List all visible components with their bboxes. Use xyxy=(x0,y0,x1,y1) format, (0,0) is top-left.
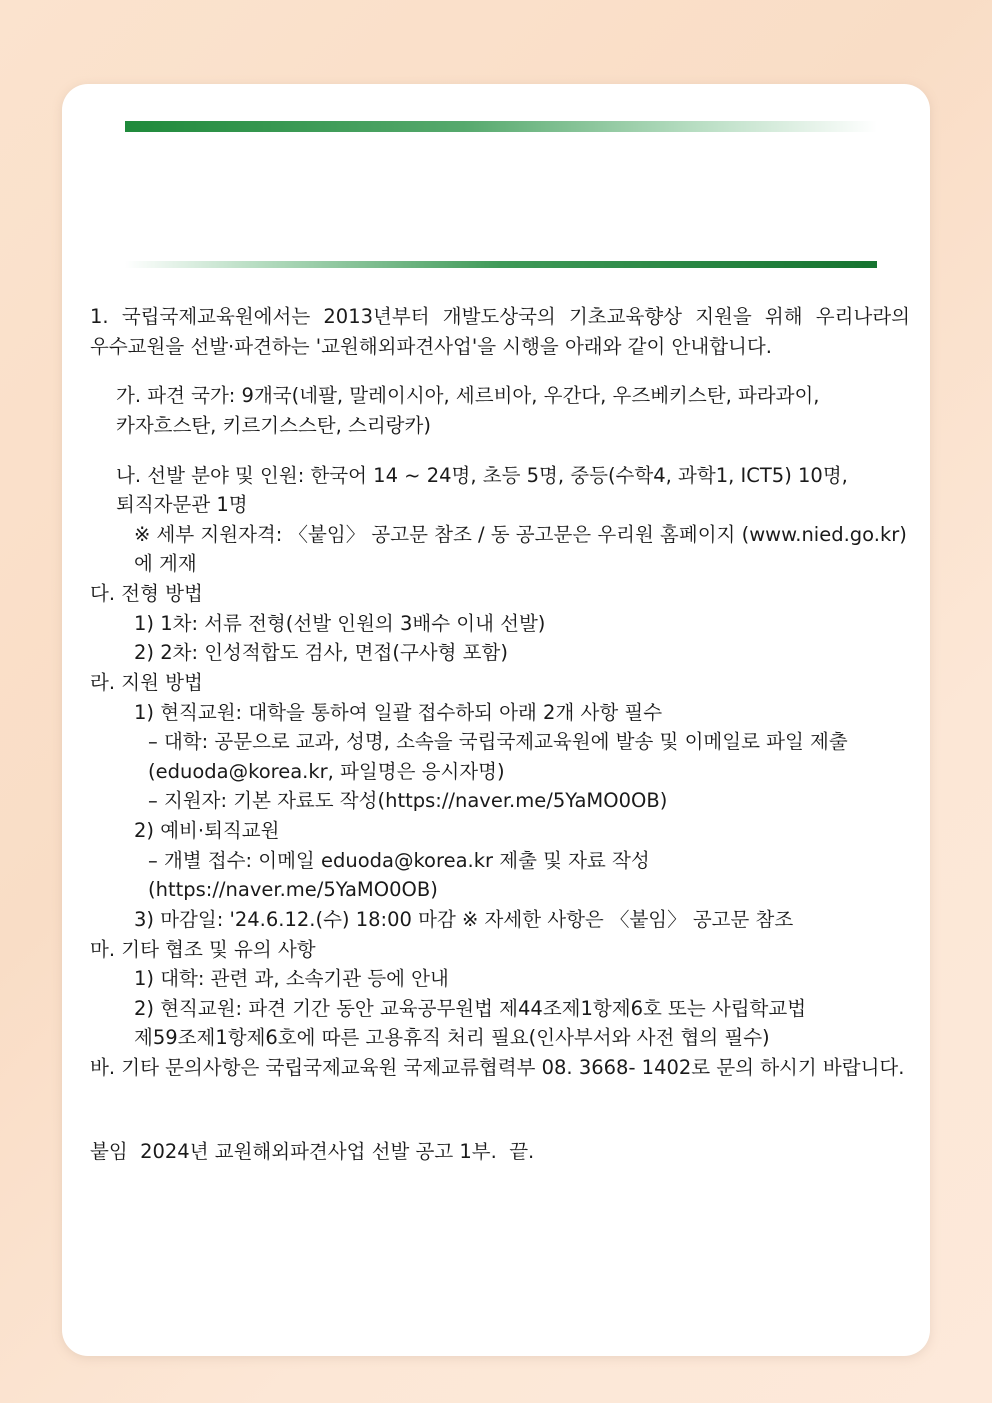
paragraph-item-ma: 마. 기타 협조 및 유의 사항 xyxy=(90,937,316,961)
paragraph-item-ra-1-a: – 대학: 공문으로 교과, 성명, 소속을 국립국제교육원에 발송 및 이메일로 파일 제출(eduoda@korea.kr, 파일명은 응시자명) xyxy=(148,730,848,783)
paragraph-intro: 1. 국립국제교육원에서는 2013년부터 개발도상국의 기초교육향상 지원을 위해 우리나라의 우수교원을 선발·파견하는 '교원해외파견사업'을 시행을 아래와 같이 안내합니다. xyxy=(90,305,917,358)
paragraph-item-da-1: 1) 1차: 서류 전형(선발 인원의 3배수 이내 선발) xyxy=(134,611,546,635)
paragraph-item-da-2: 2) 2차: 인성적합도 검사, 면접(구사형 포함) xyxy=(134,641,508,665)
paragraph-item-ba: 바. 기타 문의사항은 국립국제교육원 국제교류협력부 08. 3668- 1402로 문의 하시기 바랍니다. xyxy=(90,1056,905,1079)
paragraph-item-ga: 가. 파견 국가: 9개국(네팔, 말레이시아, 세르비아, 우간다, 우즈베키스탄, 파라과이, 카자흐스탄, 키르기스스탄, 스리랑카) xyxy=(116,384,826,437)
paragraph-attachment: 붙임 2024년 교원해외파견사업 선발 공고 1부. 끝. xyxy=(90,1139,535,1163)
header-divider-bottom xyxy=(125,261,877,268)
paragraph-item-ra-2: 2) 예비·퇴직교원 xyxy=(134,819,280,842)
paragraph-item-ra: 라. 지원 방법 xyxy=(90,670,203,694)
paragraph-item-ra-1: 1) 현직교원: 대학을 통하여 일괄 접수하되 아래 2개 사항 필수 xyxy=(134,700,663,724)
paragraph-item-ra-1-b: – 지원자: 기본 자료도 작성(https://naver.me/5YaMO0OB) xyxy=(148,789,668,813)
paragraph-item-ma-1: 1) 대학: 관련 과, 소속기관 등에 안내 xyxy=(134,967,449,991)
document-body xyxy=(90,302,917,1166)
paragraph-item-ra-3: 3) 마감일: '24.6.12.(수) 18:00 마감 ※ 자세한 사항은 〈붙임〉 공고문 참조 xyxy=(134,907,794,931)
document-page xyxy=(62,84,930,1356)
paragraph-item-da: 다. 전형 방법 xyxy=(90,582,203,605)
paragraph-item-ra-2-a: – 개별 접수: 이메일 eduoda@korea.kr 제출 및 자료 작성 (https://naver.me/5YaMO0OB) xyxy=(148,848,656,902)
paragraph-item-na-note: ※ 세부 지원자격: 〈붙임〉 공고문 참조 / 동 공고문은 우리원 홈페이지 (www.nied.go.kr) 에 게재 xyxy=(134,522,914,576)
paragraph-item-ma-2: 2) 현직교원: 파견 기간 동안 교육공무원법 제44조제1항제6호 또는 사립학교법 제59조제1항제6호에 따른 고용휴직 처리 필요(인사부서와 사전 협의 필수) xyxy=(134,996,813,1050)
header-divider-top xyxy=(125,121,877,132)
paragraph-item-na: 나. 선발 분야 및 인원: 한국어 14 ~ 24명, 초등 5명, 중등(수학4, 과학1, ICT5) 10명, 퇴직자문관 1명 xyxy=(116,463,855,517)
